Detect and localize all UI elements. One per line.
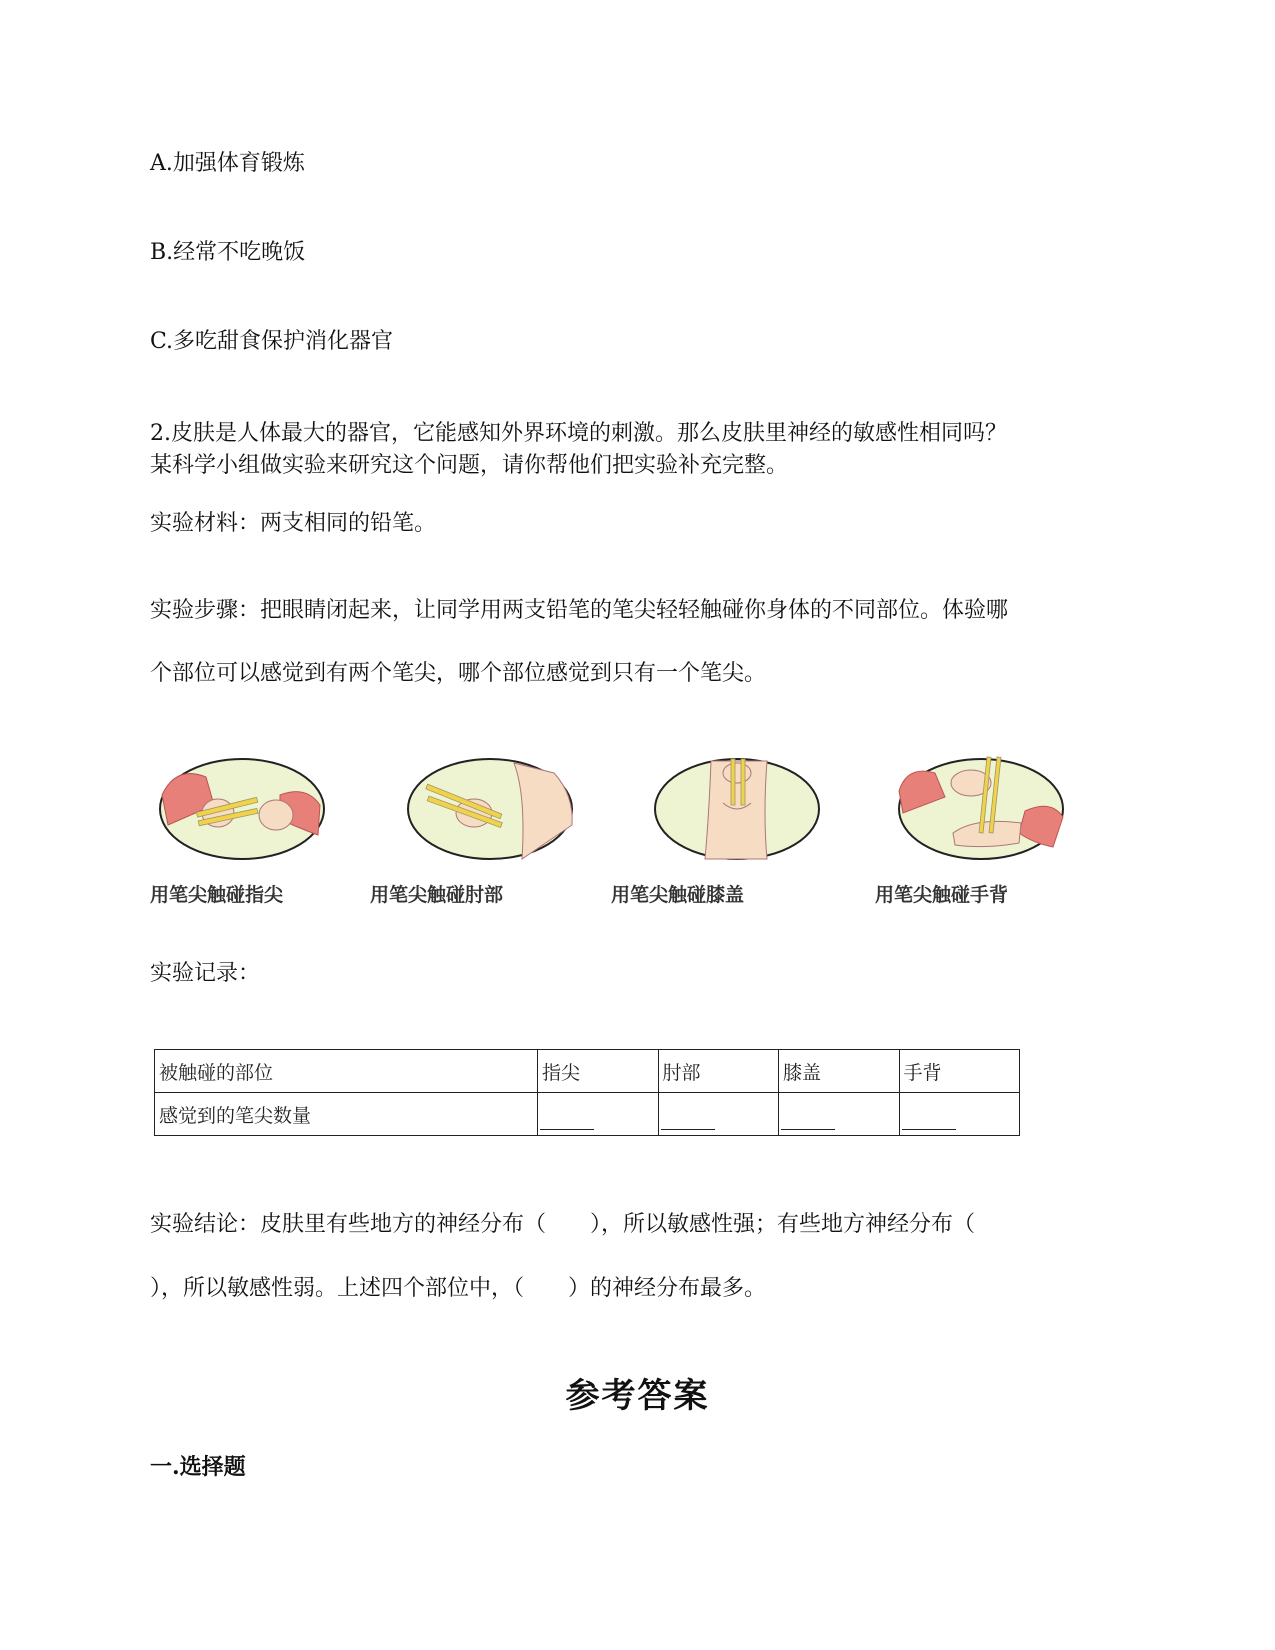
option-b: B.经常不吃晚饭: [150, 240, 306, 265]
caption-elbow: 用笔尖触碰肘部: [370, 884, 504, 906]
answer-blank[interactable]: [538, 1093, 659, 1136]
experiment-materials: 实验材料：两支相同的铅笔。: [150, 511, 437, 536]
conclusion-line-2: ），所以敏感性弱。上述四个部位中，（ ）的神经分布最多。: [150, 1276, 767, 1301]
answers-title: 参考答案: [565, 1376, 710, 1416]
table-row: [155, 1093, 1020, 1136]
caption-knee: 用笔尖触碰膝盖: [611, 884, 745, 906]
row-header-touched-part: 被触碰的部位: [155, 1050, 538, 1093]
answer-blank[interactable]: [658, 1093, 779, 1136]
part-cell: 膝盖: [779, 1050, 900, 1093]
option-c: C.多吃甜食保护消化器官: [150, 329, 394, 354]
part-cell: 手背: [899, 1050, 1020, 1093]
caption-back-of-hand: 用笔尖触碰手背: [875, 884, 1009, 906]
question-2-line-1: 2.皮肤是人体最大的器官，它能感知外界环境的刺激。那么皮肤里神经的敏感性相同吗？: [150, 421, 1007, 446]
table-row: [155, 1050, 1020, 1093]
knee-illustration: [651, 755, 823, 863]
answer-blank[interactable]: [779, 1093, 900, 1136]
experiment-steps-line-2: 个部位可以感觉到有两个笔尖，哪个部位感觉到只有一个笔尖。: [150, 661, 767, 686]
caption-fingertip: 用笔尖触碰指尖: [150, 884, 284, 906]
part-cell: 肘部: [658, 1050, 779, 1093]
back-of-hand-illustration: [895, 755, 1067, 863]
option-a: A.加强体育锻炼: [150, 151, 305, 176]
answer-blank[interactable]: [899, 1093, 1020, 1136]
part-cell: 指尖: [538, 1050, 659, 1093]
record-label: 实验记录：: [150, 961, 261, 986]
record-table: [154, 1049, 1020, 1136]
conclusion-line-1: 实验结论：皮肤里有些地方的神经分布（ ），所以敏感性强；有些地方神经分布（: [150, 1212, 976, 1237]
fingertip-illustration: [156, 755, 328, 863]
section-heading: 一.选择题: [150, 1454, 246, 1480]
question-2-line-2: 某科学小组做实验来研究这个问题，请你帮他们把实验补充完整。: [150, 453, 789, 478]
elbow-illustration: [404, 755, 576, 863]
row-header-tip-count: 感觉到的笔尖数量: [155, 1093, 538, 1136]
experiment-steps-line-1: 实验步骤：把眼睛闭起来，让同学用两支铅笔的笔尖轻轻触碰你身体的不同部位。体验哪: [150, 598, 1009, 623]
